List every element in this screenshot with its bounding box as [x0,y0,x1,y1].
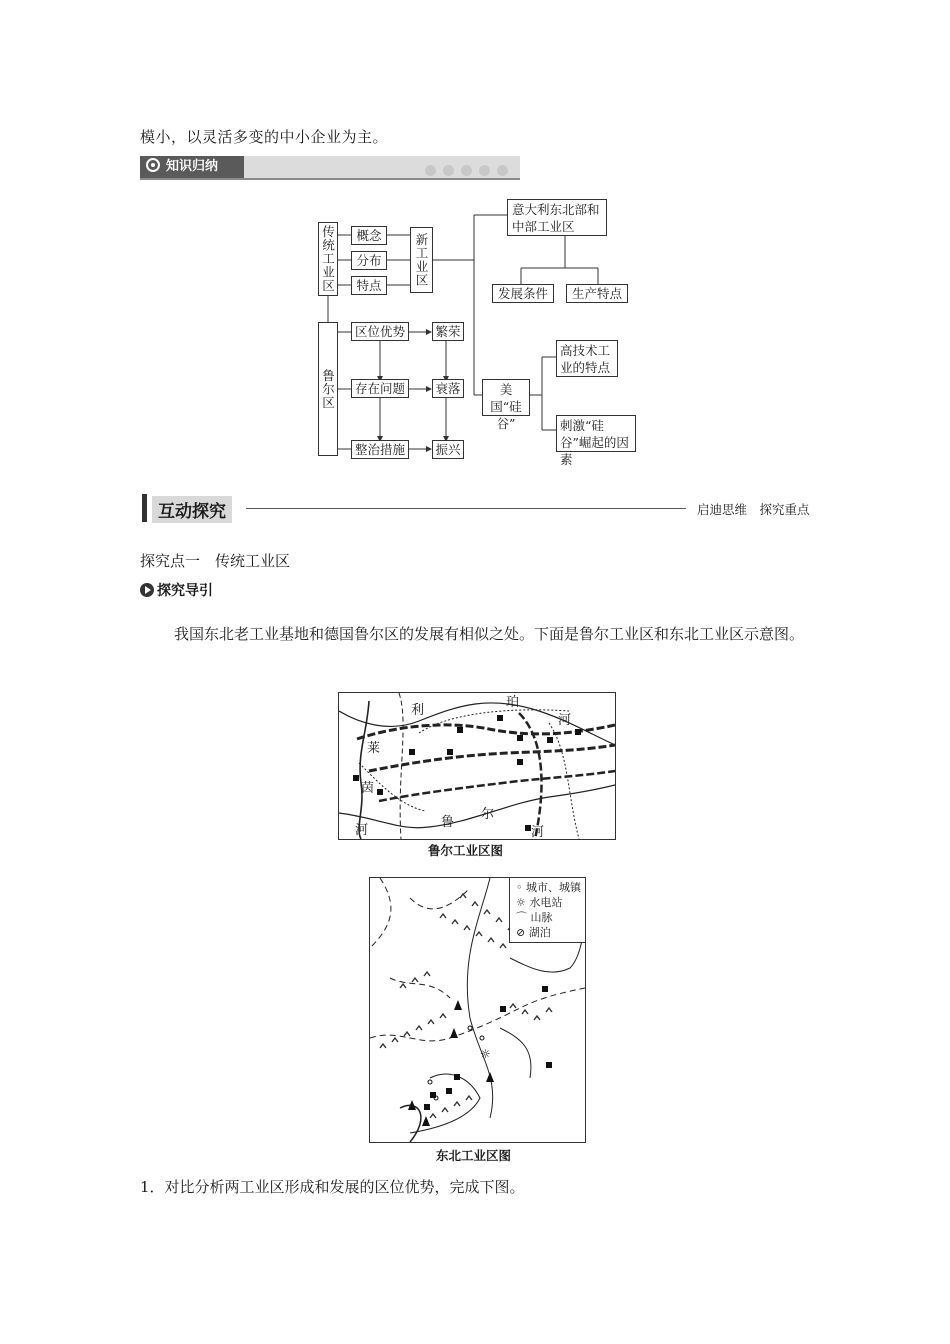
ruhr-map [338,692,616,840]
legend-city: ◦ 城市、城镇 [516,881,581,894]
legend-hydro: ☼ 水电站 [516,896,563,909]
hitech-box: 高技术工业的特点 [556,340,618,377]
knowledge-mindmap [0,0,950,470]
section-title: 互动探究 [152,496,232,523]
prosperity-box: 繁荣 [432,322,464,341]
stimulus-box: 刺激“硅谷”崛起的因素 [556,415,636,452]
map-legend [509,878,585,943]
legend-mountain: ⌒ 山脉 [516,911,553,924]
section-subtitle: 启迪思维 探究重点 [697,502,810,517]
measures-box: 整治措施 [351,440,409,459]
map-label-lu: 鲁 [441,815,455,830]
mountain-icon: ⌒ [516,911,531,924]
northeast-map [369,877,586,1143]
section-bar [142,494,147,522]
mindmap-connectors [0,0,950,470]
location-adv-box: 区位优势 [351,322,409,341]
hydro-station-icon: ☼ [516,896,530,909]
distribution-box: 分布 [351,251,387,270]
svg-text:☼: ☼ [480,1047,491,1061]
explore-point-heading: 探究点一 传统工业区 [140,552,291,570]
knowledge-title: 知识归纳 [166,159,219,174]
guide-label: 探究导引 [157,583,213,599]
legend-lake: ⊘ 湖泊 [516,926,551,939]
prod-features-box: 生产特点 [566,284,628,303]
map-label-yin: 茵 [361,781,375,796]
guide-heading [140,580,213,600]
map-label-po: 珀 [506,695,520,710]
city-dot-icon: ◦ [516,881,526,894]
dev-conditions-box: 发展条件 [492,284,554,303]
map-label-he2: 河 [355,823,369,838]
question-1: 1．对比分析两工业区形成和发展的区位优势，完成下图。 [140,1178,525,1196]
map-label-he3: 河 [531,825,545,840]
map-label-li: 利 [411,703,425,718]
silicon-valley-box: 美国“硅谷” [482,379,530,416]
ruhr-box: 鲁尔区 [318,322,338,456]
intro-line: 模小，以灵活多变的中小企业为主。 [140,128,389,146]
map-label-he1: 河 [558,713,572,728]
ruhr-map-drawing [339,693,615,839]
traditional-area-box: 传统工业区 [318,222,338,296]
play-arrow-icon [140,583,154,597]
revival-box: 振兴 [432,440,464,459]
northeast-map-caption: 东北工业区图 [436,1148,512,1163]
lake-icon: ⊘ [516,926,529,939]
intro-paragraph: 我国东北老工业基地和德国鲁尔区的发展有相似之处。下面是鲁尔工业区和东北工业区示意图。 [174,625,805,643]
problems-box: 存在问题 [351,379,409,398]
italy-box: 意大利东北部和中部工业区 [507,199,607,236]
section-rule [246,508,686,509]
map-label-er: 尔 [481,807,495,822]
concept-box: 概念 [351,226,387,245]
ruhr-map-caption: 鲁尔工业区图 [428,843,504,858]
decline-box: 衰落 [432,379,464,398]
features-box: 特点 [351,276,387,295]
new-area-box: 新工业区 [410,227,433,293]
map-label-lai: 莱 [367,741,381,756]
